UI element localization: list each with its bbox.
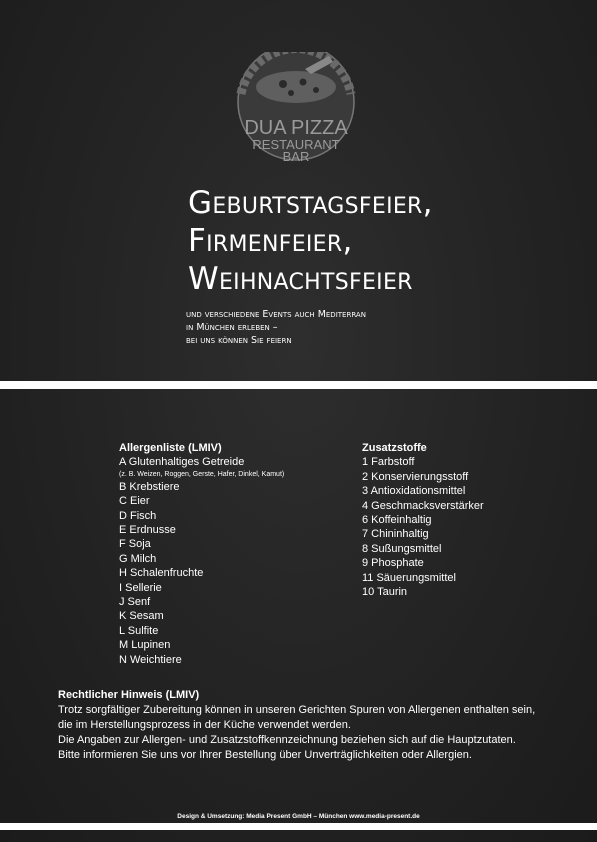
allergen-list: [119, 441, 284, 667]
additive-item: 1 Farbstoff: [362, 456, 415, 469]
additive-item: 9 Phosphate: [362, 557, 424, 570]
legal-notice: [58, 688, 578, 763]
allergen-item: B Krebstiere: [119, 480, 180, 493]
additive-list: [362, 441, 484, 599]
allergen-item: N Weichtiere: [119, 653, 182, 666]
divider-bar: [0, 381, 597, 389]
legal-notice-line: Bitte informieren Sie uns vor Ihrer Bestellung über Unverträglichkeiten oder Allergien.: [58, 749, 472, 761]
additive-item: 8 Sußungsmittel: [362, 542, 442, 555]
subheadline-line: bei uns können Sie feiern: [186, 335, 292, 346]
additive-item: 2 Konservierungsstoff: [362, 470, 469, 483]
legal-notice-line: Die Angaben zur Allergen- und Zusatzstoffkennzeichnung beziehen sich auf die Hauptzutaten.: [58, 734, 516, 746]
allergen-item: H Schalenfruchte: [119, 567, 204, 580]
allergen-item: I Sellerie: [119, 581, 162, 594]
subheadline: [186, 308, 486, 347]
allergen-item: A Glutenhaltiges Getreide: [119, 456, 245, 469]
logo-text-2: RESTAURANT: [252, 137, 340, 152]
subheadline-line: und verschiedene Events auch Mediterran: [186, 309, 366, 320]
allergen-item: M Lupinen: [119, 639, 171, 652]
allergen-item: K Sesam: [119, 610, 164, 623]
logo-text-3: BAR: [282, 149, 310, 162]
additive-item: 4 Geschmacksverstärker: [362, 499, 484, 512]
additive-item: 7 Chininhaltig: [362, 528, 429, 541]
headline-line: Geburtstagsfeier,: [188, 185, 433, 221]
restaurant-logo: [231, 52, 361, 162]
legal-notice-line: die im Herstellungsprozess in der Küche verwendet werden.: [58, 719, 351, 731]
allergen-item: F Soja: [119, 538, 151, 551]
allergen-item: G Milch: [119, 552, 157, 565]
logo-graphic: [231, 52, 361, 162]
allergen-list-title: Allergenliste (LMIV): [119, 442, 222, 454]
legal-notice-line: Trotz sorgfältiger Zubereitung können in unseren Gerichten Spuren von Allergenen enthalten sein,: [58, 704, 536, 716]
headline-line: Weihnachtsfeier: [188, 261, 413, 297]
legal-notice-title: Rechtlicher Hinweis (LMIV): [58, 689, 200, 701]
additive-item: 11 Säuerungsmittel: [362, 571, 456, 584]
logo-text-1: DUA PIZZA: [244, 117, 348, 139]
bottom-bar: [0, 823, 597, 830]
additive-item: 10 Taurin: [362, 586, 408, 599]
additive-item: 3 Antioxidationsmittel: [362, 485, 466, 498]
additive-item: 6 Koffeinhaltig: [362, 514, 432, 527]
allergen-item: L Sulfite: [119, 624, 159, 637]
subheadline-line: in München erleben –: [186, 322, 278, 333]
allergen-item: C Eier: [119, 495, 150, 508]
allergen-note: (z. B. Weizen, Roggen, Gerste, Hafer, Dinkel, Kamut): [119, 470, 285, 478]
headline: [188, 184, 588, 298]
headline-line: Firmenfeier,: [188, 223, 353, 259]
allergen-item: D Fisch: [119, 509, 157, 522]
allergen-item: E Erdnusse: [119, 524, 176, 537]
allergen-item: J Senf: [119, 596, 151, 609]
additive-list-title: Zusatzstoffe: [362, 442, 427, 454]
design-credit: Design & Umsetzung: Media Present GmbH – München www.media-present.de: [177, 813, 420, 820]
